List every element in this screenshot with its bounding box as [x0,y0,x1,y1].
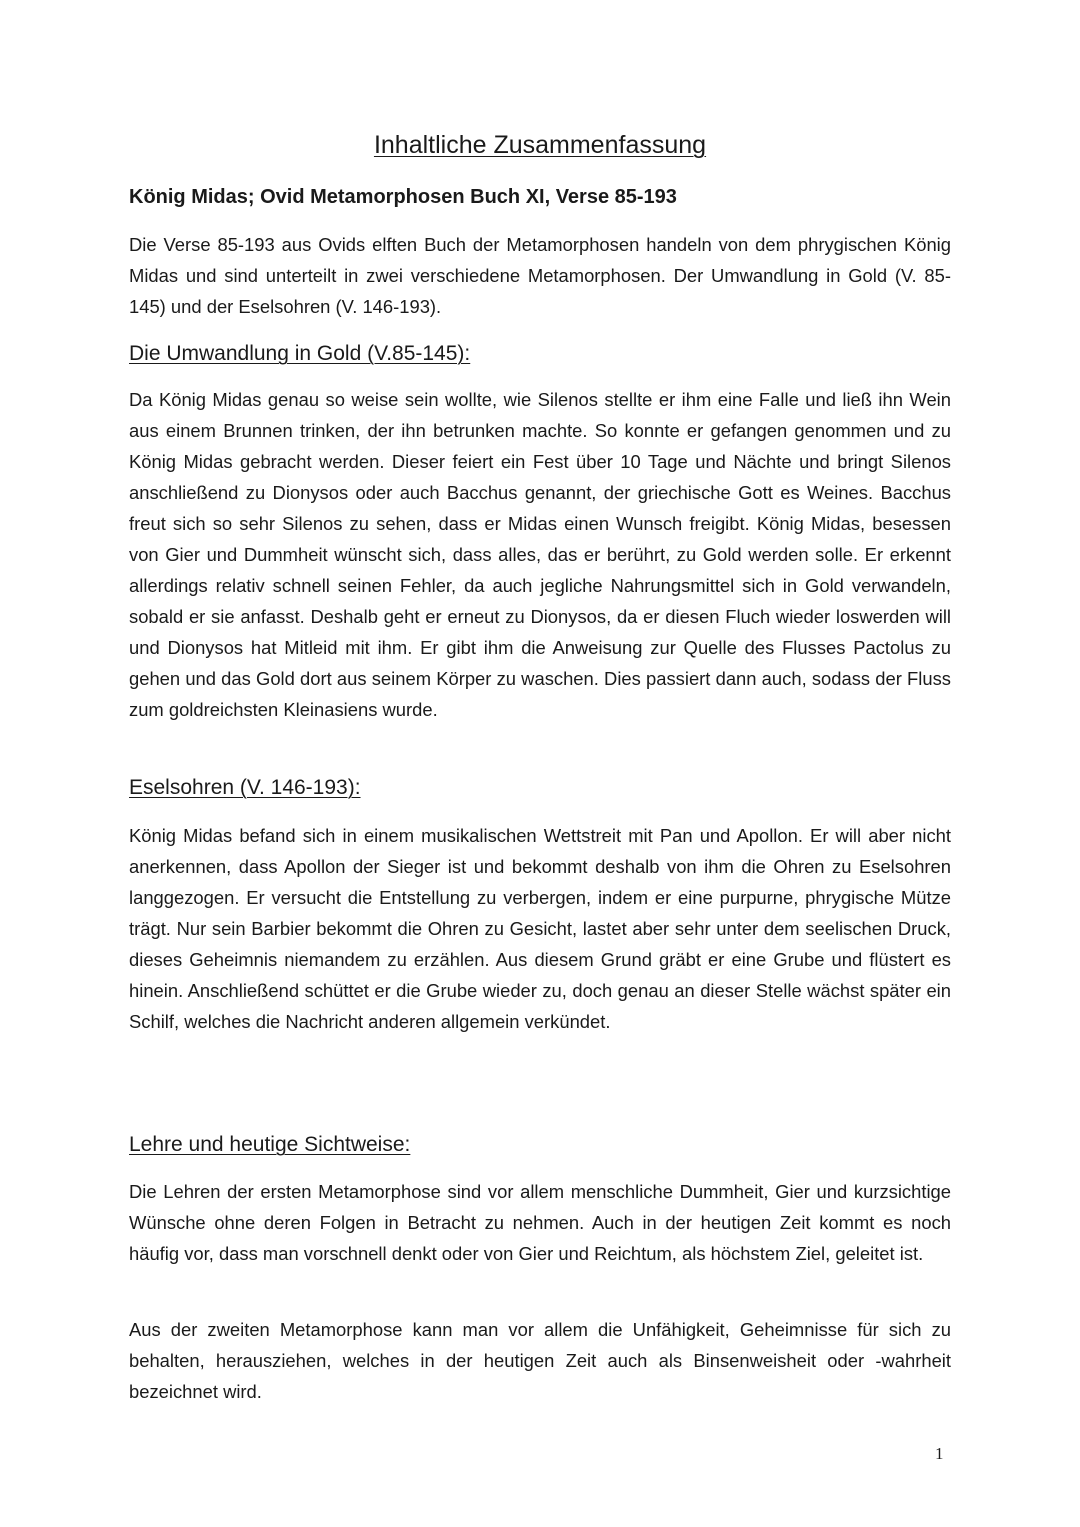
section-paragraph-eselsohren: König Midas befand sich in einem musikalischen Wettstreit mit Pan und Apollon. Er will aber nicht anerkennen, dass Apollon der Sieger ist und bekommt deshalb von ihm die Ohren zu Eselsohren langgezogen. Er versucht die Entstellung zu verbergen, indem er eine purpurne, phrygische Mütze trägt. Nur sein Barbier bekommt die Ohren zu Gesicht, lastet aber sehr unter dem seelischen Druck, dieses Geheimnis niemandem zu erzählen. Aus diesem Grund gräbt er eine Grube und flüstert es hinein. Anschließend schüttet er die Grube wieder zu, doch genau an dieser Stelle wächst später ein Schilf, welches die Nachricht anderen allgemein verkündet. [129,825,951,1032]
section-paragraph-lehre-2: Aus der zweiten Metamorphose kann man vor allem die Unfähigkeit, Geheimnisse für sich zu behalten, herausziehen, welches in der heutigen Zeit auch als Binsenweisheit oder -wahrheit bezeichnet wird. [129,1319,951,1402]
section-paragraph-lehre-1: Die Lehren der ersten Metamorphose sind vor allem menschliche Dummheit, Gier und kurzsichtige Wünsche ohne deren Folgen in Betracht zu nehmen. Auch in der heutigen Zeit kommt es noch häufig vor, dass man vorschnell denkt oder von Gier und Reichtum, als höchstem Ziel, geleitet ist. [129,1181,951,1264]
document-subtitle: König Midas; Ovid Metamorphosen Buch XI, Verse 85-193 [129,186,677,208]
section-heading-eselsohren: Eselsohren (V. 146-193): [129,776,361,799]
section-paragraph-gold: Da König Midas genau so weise sein wollte, wie Silenos stellte er ihm eine Falle und ließ ihn Wein aus einem Brunnen trinken, der ihn betrunken machte. So konnte er gefangen genommen und zu König Midas gebracht werden. Dieser feiert ein Fest über 10 Tage und Nächte und bringt Silenos anschließend zu Dionysos oder auch Bacchus genannt, der griechische Gott es Weines. Bacchus freut sich so sehr Silenos zu sehen, dass er Midas einen Wunsch freigibt. König Midas, besessen von Gier und Dummheit wünscht sich, dass alles, das er berührt, zu Gold werden solle. Er erkennt allerdings relativ schnell seinen Fehler, da auch jegliche Nahrungsmittel sich in Gold verwandeln, sobald er sie anfasst. Deshalb geht er erneut zu Dionysos, da er diesen Fluch wieder loswerden will und Dionysos hat Mitleid mit ihm. Er gibt ihm die Anweisung zur Quelle des Flusses Pactolus zu gehen und das Gold dort aus seinem Körper zu waschen. Dies passiert dann auch, sodass der Fluss zum goldreichsten Kleinasiens wurde. [129,389,951,720]
section-heading-lehre: Lehre und heutige Sichtweise: [129,1133,411,1156]
page-number: 1 [935,1444,944,1463]
document-title: Inhaltliche Zusammenfassung [373,131,707,159]
intro-paragraph: Die Verse 85-193 aus Ovids elften Buch der Metamorphosen handeln von dem phrygischen König Midas und sind unterteilt in zwei verschiedene Metamorphosen. Der Umwandlung in Gold (V. 85-145) und der Eselsohren (V. 146-193). [129,234,951,317]
section-heading-gold: Die Umwandlung in Gold (V.85-145): [129,342,471,365]
